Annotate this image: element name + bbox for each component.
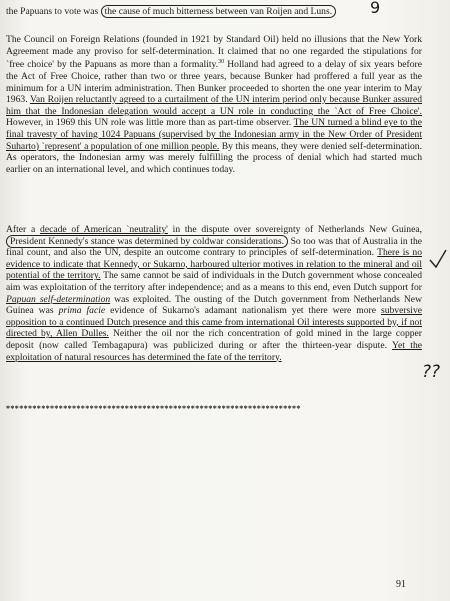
italic-prima-facie: prima facie bbox=[58, 305, 106, 317]
text-segment: Holland had agreed to a delay of six years before the Act of Free Choice, rather than two or three years, because Bunker had proffered a full year as the minimum for a UN interim administration. Then Bunker proceeded to shorten the one year interim to May 1963. bbox=[6, 59, 422, 106]
underlined-un-blind-eye: The UN turned a blind eye to the final travesty of having 1024 Papuans (supervised by the Indonesian army in the New Order of President Suharto) `represent' a population of one million people. bbox=[6, 117, 422, 152]
star-divider: ******************************************************************* bbox=[6, 404, 301, 413]
footnote-marker: 30 bbox=[218, 59, 225, 66]
circled-phrase-kennedy: President Kennedy's stance was determined by coldwar considerations. bbox=[6, 235, 288, 248]
text-segment: evidence of Sukarno's adamant nationalism yet there were more bbox=[105, 305, 381, 317]
text-segment: Neither the oil nor the rich concentration of gold mined in the large copper deposit (now called Tembagapura) was publicized during or after the thirteen-year dispute. bbox=[6, 328, 422, 351]
italic-papuan-self-determination: Papuan self-determination bbox=[6, 293, 111, 305]
page-number: 91 bbox=[396, 579, 406, 590]
text-segment: So too was that of Australia in the final count, and also the UN, despite an outcome contrary to principles of self-determination. bbox=[6, 235, 422, 259]
circled-phrase-bitterness: the cause of much bitterness between van Roijen and Luns. bbox=[101, 5, 337, 18]
opening-line bbox=[6, 6, 422, 18]
underlined-van-roijen: Van Roijen reluctantly agreed to a curtailment of the UN interim period only because Bunker assured him that the Indonesian delegation would accept a UN role in conducting the `Act of Free Choice'. bbox=[6, 94, 422, 117]
underlined-subversive-opposition: subversive opposition to a continued Dutch presence and this came from international Oil interests supported by, if not directed by, Allen Dulles. bbox=[6, 305, 422, 340]
underlined-exploitation: Yet the exploitation of natural resources has determined the fate of the territory. bbox=[6, 339, 422, 363]
opening-text: the Papuans to vote was bbox=[6, 6, 101, 17]
handwritten-nine-mark: 9 bbox=[370, 0, 381, 17]
text-segment: The Council on Foreign Relations (founded in 1921 by Standard Oil) held no illusions that the New York Agreement made any proviso for self-determination. It claimed that no one regarded the stipulations for `free choice' by the Papuans as more than a formality. bbox=[6, 34, 422, 71]
text-segment: in the dispute over sovereignty of Netherlands New Guinea, bbox=[167, 224, 423, 235]
paragraph-kennedy bbox=[6, 224, 422, 363]
underlined-neutrality: decade of American `neutrality' bbox=[40, 224, 168, 235]
underlined-no-evidence: There is no evidence to indicate that Kennedy, or Sukarno, harboured ulterior motives in relation to the mineral and oil potential of the territory. bbox=[6, 247, 422, 282]
paragraph-council bbox=[6, 34, 422, 175]
checkmark-icon bbox=[428, 248, 448, 270]
text-segment: The same cannot be said of individuals in the Dutch government whose concealed aim was exploitation of the territory after independence; and as a means to this end, even Dutch support for bbox=[6, 270, 422, 293]
handwritten-question-marks: ?? bbox=[422, 362, 441, 382]
text-segment: However, in 1969 this UN role was little more than as part-time observer. bbox=[6, 117, 294, 129]
text-segment: By this means, they were denied self-determination. As operators, the Indonesian army was merely fulfilling the process of denial which had started much earlier on an international level, and which continues today. bbox=[6, 140, 422, 175]
text-segment: was exploited. The ousting of the Dutch government from Netherlands New Guinea was bbox=[6, 293, 422, 317]
text-segment: After a bbox=[6, 224, 41, 235]
